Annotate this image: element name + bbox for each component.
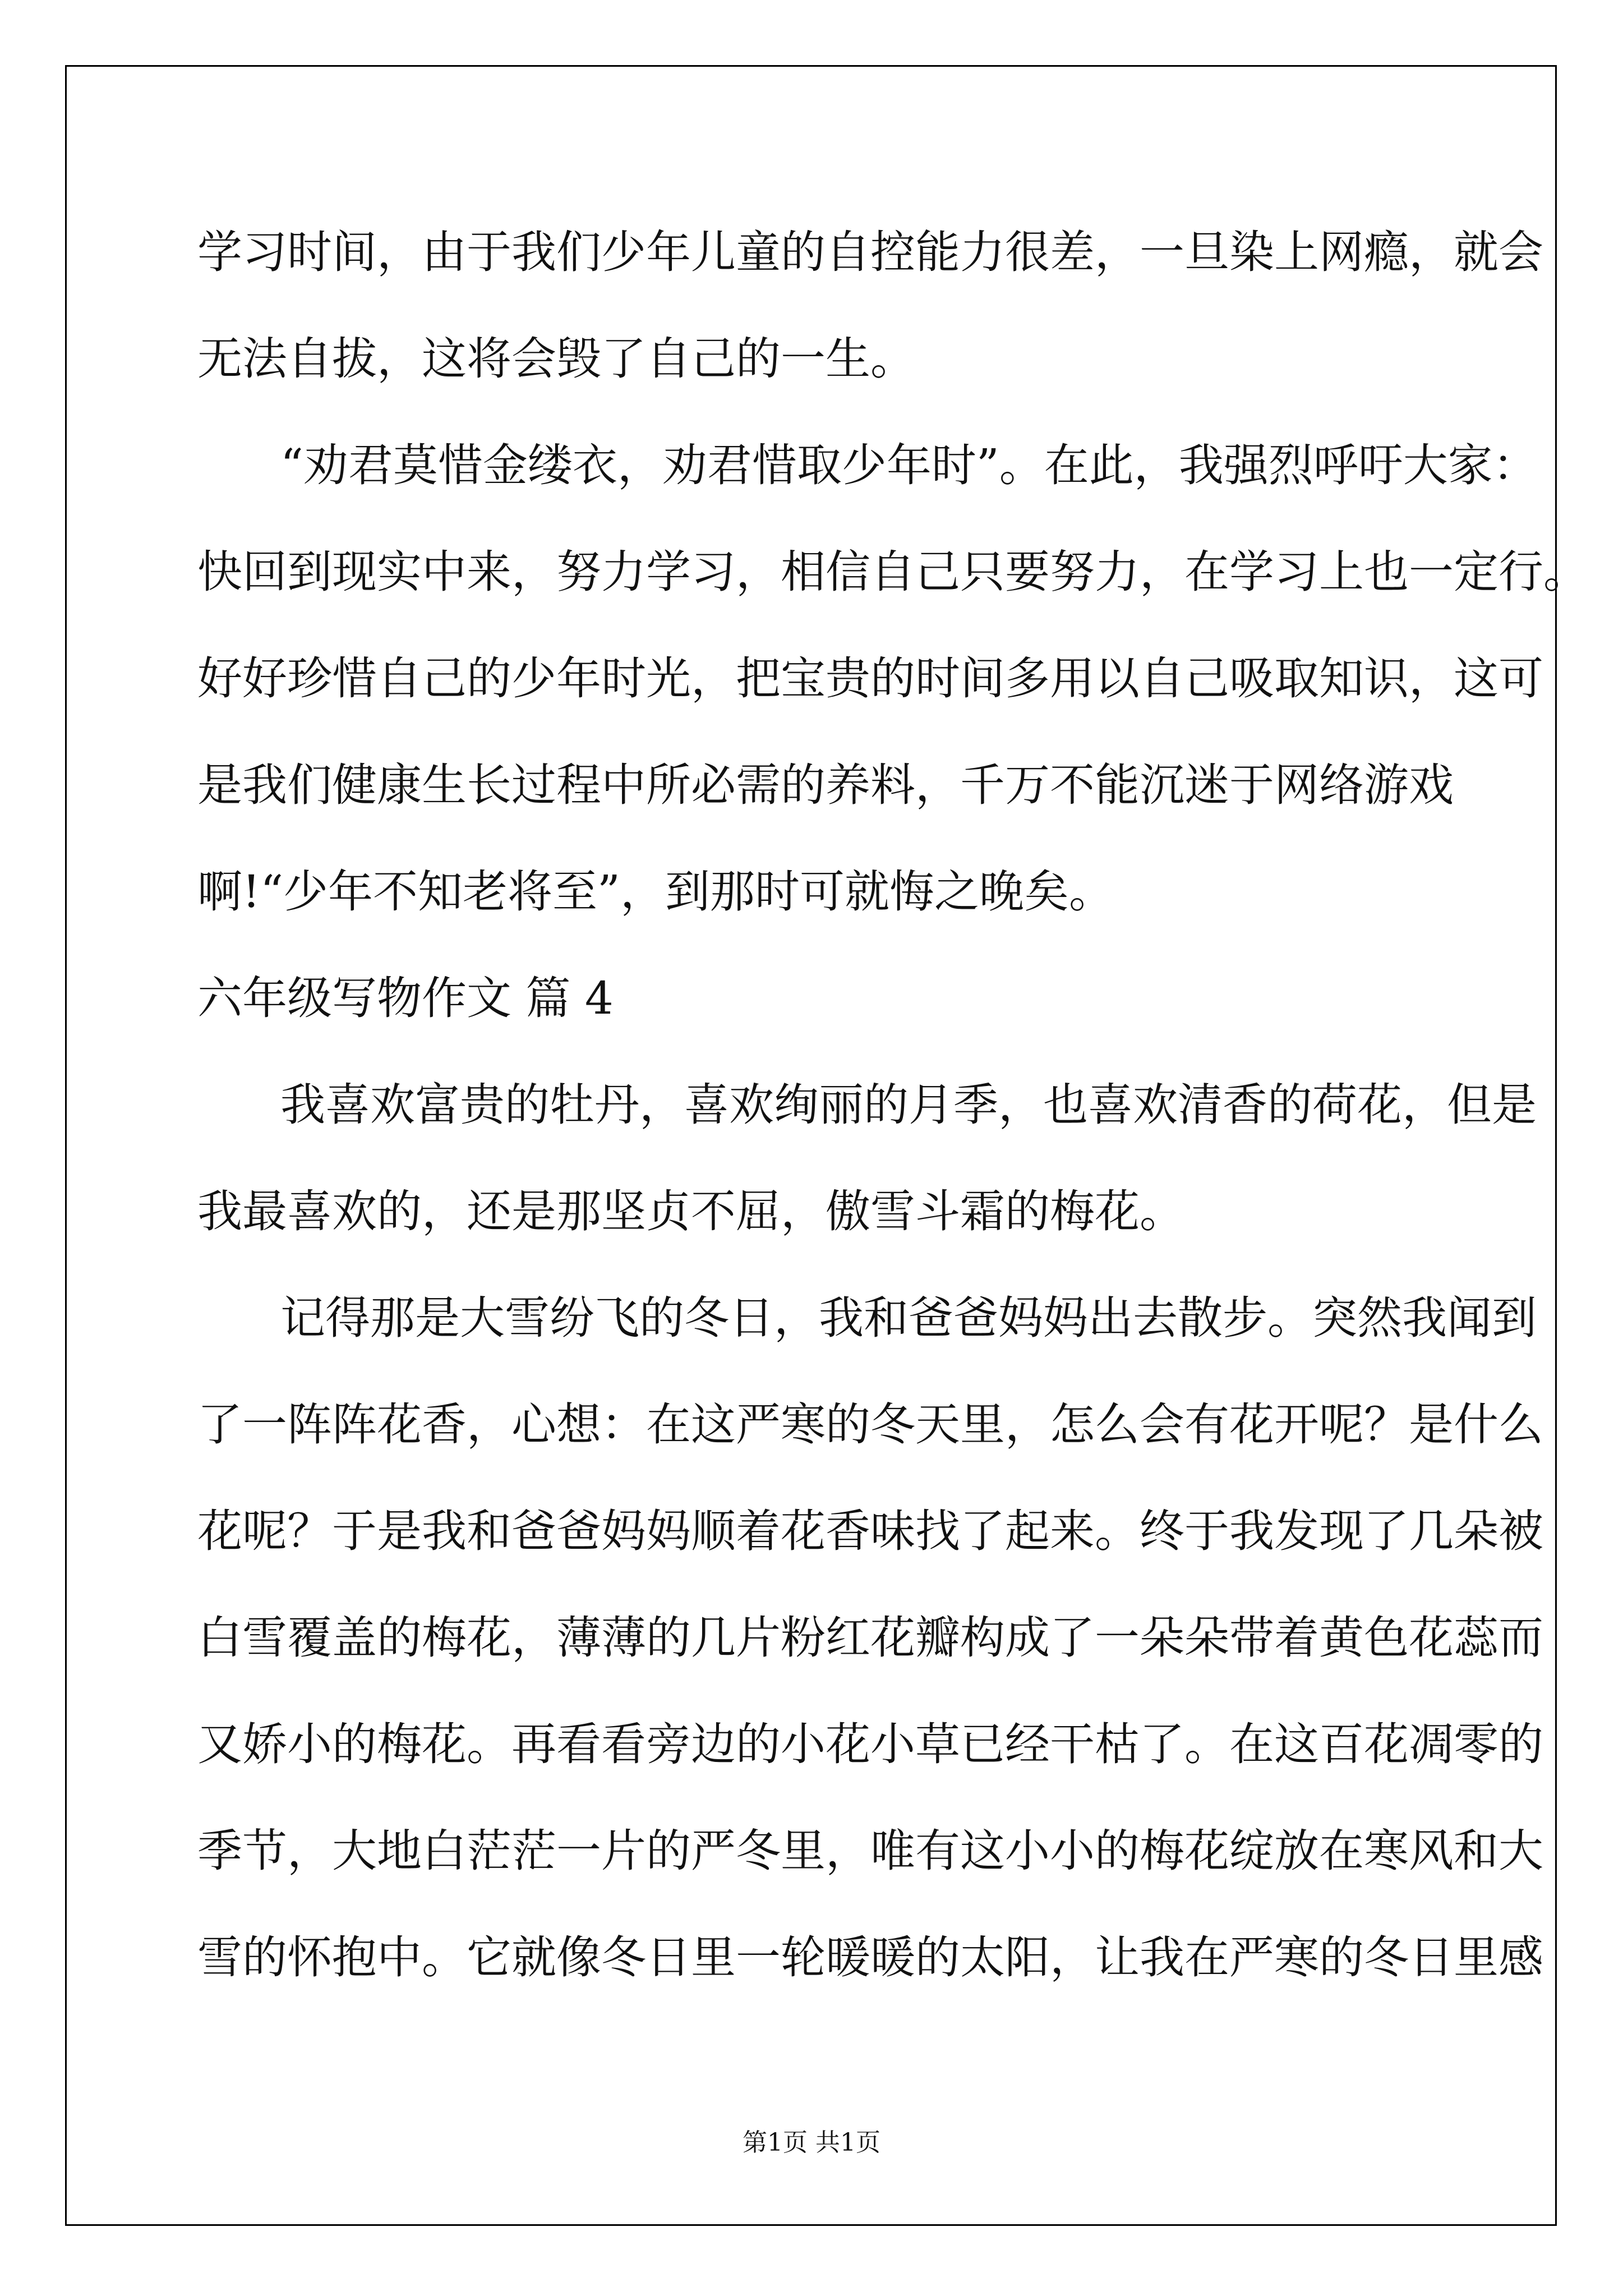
text-line: 季节，大地白茫茫一片的严冬里，唯有这小小的梅花绽放在寒风和大: [197, 1825, 1543, 1877]
text-line: 花呢？于是我和爸爸妈妈顺着花香味找了起来。终于我发现了几朵被: [197, 1505, 1543, 1557]
text-line: 是我们健康生长过程中所必需的养料，千万不能沉迷于网络游戏: [197, 759, 1454, 811]
text-line: “劝君莫惜金缕衣，劝君惜取少年时”。在此，我强烈呼吁大家：: [280, 439, 1538, 491]
text-line: 我最喜欢的，还是那坚贞不屈，傲雪斗霜的梅花。: [197, 1185, 1184, 1237]
text-line: 啊!“少年不知老将至”，到那时可就悔之晚矣。: [197, 866, 1114, 918]
text-line: 快回到现实中来，努力学习，相信自己只要努力，在学习上也一定行。: [197, 546, 1588, 598]
text-line: 学习时间，由于我们少年儿童的自控能力很差，一旦染上网瘾，就会: [197, 226, 1543, 278]
text-line: 白雪覆盖的梅花，薄薄的几片粉红花瓣构成了一朵朵带着黄色花蕊而: [197, 1612, 1543, 1664]
text-line: 好好珍惜自己的少年时光，把宝贵的时间多用以自己吸取知识，这可: [197, 652, 1543, 705]
page-footer: 第1页 共1页: [743, 2128, 880, 2157]
text-line: 又娇小的梅花。再看看旁边的小花小草已经干枯了。在这百花凋零的: [197, 1718, 1543, 1770]
text-line: 记得那是大雪纷飞的冬日，我和爸爸妈妈出去散步。突然我闻到: [280, 1292, 1537, 1344]
text-line: 我喜欢富贵的牡丹，喜欢绚丽的月季，也喜欢清香的荷花，但是: [280, 1079, 1537, 1131]
page-border: [65, 65, 1557, 2226]
text-line: 雪的怀抱中。它就像冬日里一轮暖暖的太阳，让我在严寒的冬日里感: [197, 1931, 1543, 1984]
section-heading: 六年级写物作文 篇 4: [197, 972, 614, 1024]
text-line: 了一阵阵花香，心想：在这严寒的冬天里，怎么会有花开呢？是什么: [197, 1398, 1543, 1451]
text-line: 无法自拔，这将会毁了自己的一生。: [197, 333, 915, 385]
